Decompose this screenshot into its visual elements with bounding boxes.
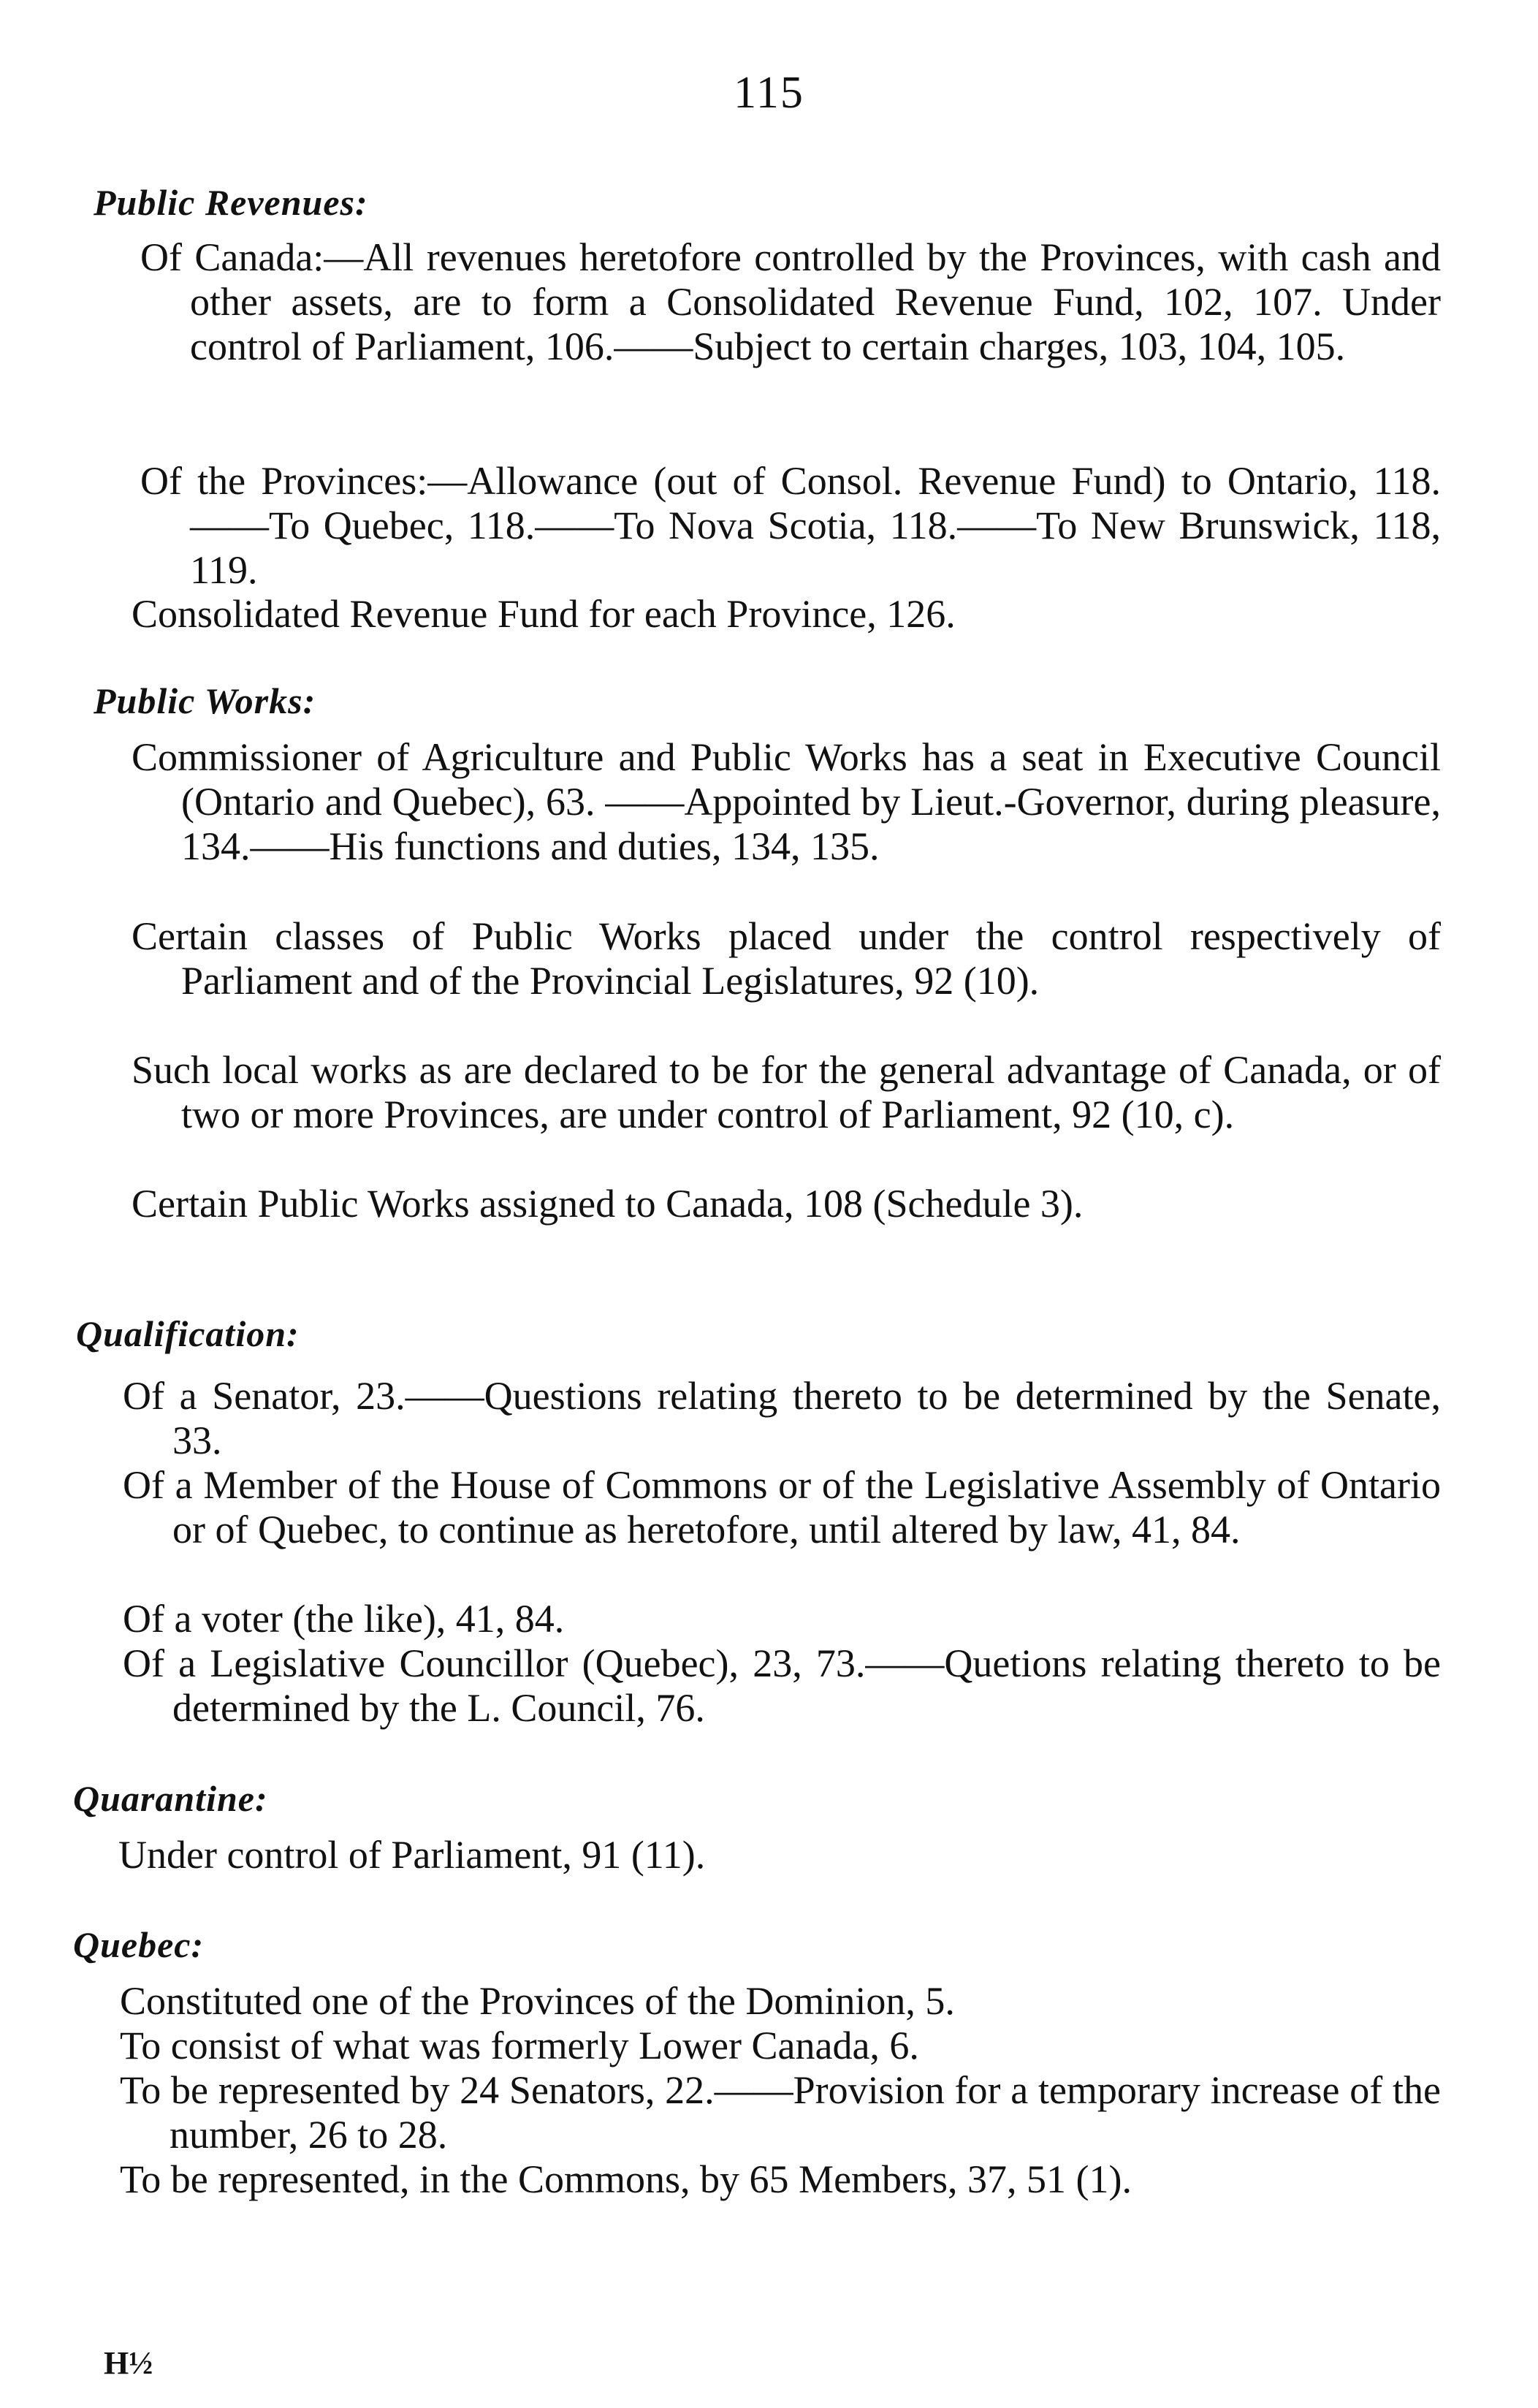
section-heading: Public Revenues: — [94, 182, 368, 223]
section-heading: Quebec: — [73, 1924, 205, 1965]
index-entry: Consolidated Revenue Fund for each Province, 126. — [132, 592, 956, 636]
index-entry: Certain classes of Public Works placed under the control respectively of Parliament and of the Provincial Legislatures, 92 (10). — [132, 914, 1441, 1003]
index-entry: Of the Provinces:—Allowance (out of Consol. Revenue Fund) to Ontario, 118.——To Quebec, 118.——To Nova Scotia, 118.——To New Brunswick, 118, 119. — [140, 459, 1441, 592]
index-entry: Constituted one of the Provinces of the Dominion, 5. — [120, 1979, 955, 2023]
signature-mark: H½ — [104, 2345, 153, 2381]
index-entry: Of a Legislative Councillor (Quebec), 23, 73.——Quetions relating thereto to be determined by the L. Council, 76. — [123, 1641, 1441, 1730]
index-entry: Of a voter (the like), 41, 84. — [123, 1597, 565, 1641]
index-entry: To be represented, in the Commons, by 65 Members, 37, 51 (1). — [120, 2157, 1132, 2201]
index-entry: Under control of Parliament, 91 (11). — [118, 1833, 706, 1877]
index-entry: Of Canada:—All revenues heretofore controlled by the Provinces, with cash and other assets, are to form a Consolidated Revenue Fund, 102, 107. Under control of Parliament, 106.——Subject to certain charges, 103, 104, 105. — [140, 235, 1441, 368]
index-entry: To be represented by 24 Senators, 22.——Provision for a temporary increase of the number, 26 to 28. — [120, 2068, 1441, 2157]
index-entry: Commissioner of Agriculture and Public Works has a seat in Executive Council (Ontario and Quebec), 63. ——Appointed by Lieut.-Governor, during pleasure, 134.——His functions and duties, 134, 135. — [132, 735, 1441, 868]
section-heading: Public Works: — [94, 680, 316, 721]
index-entry: To consist of what was formerly Lower Canada, 6. — [120, 2024, 919, 2067]
index-entry: Certain Public Works assigned to Canada, 108 (Schedule 3). — [132, 1182, 1084, 1226]
index-entry: Such local works as are declared to be for the general advantage of Canada, or of two or more Provinces, are under control of Parliament, 92 (10, c). — [132, 1048, 1441, 1136]
section-heading: Qualification: — [76, 1313, 300, 1354]
section-heading: Quarantine: — [73, 1778, 268, 1819]
index-entry: Of a Senator, 23.——Questions relating thereto to be determined by the Senate, 33. — [123, 1374, 1441, 1462]
page-number: 115 — [734, 68, 804, 118]
index-entry: Of a Member of the House of Commons or of the Legislative Assembly of Ontario or of Quebec, to continue as heretofore, until altered by law, 41, 84. — [123, 1463, 1441, 1551]
